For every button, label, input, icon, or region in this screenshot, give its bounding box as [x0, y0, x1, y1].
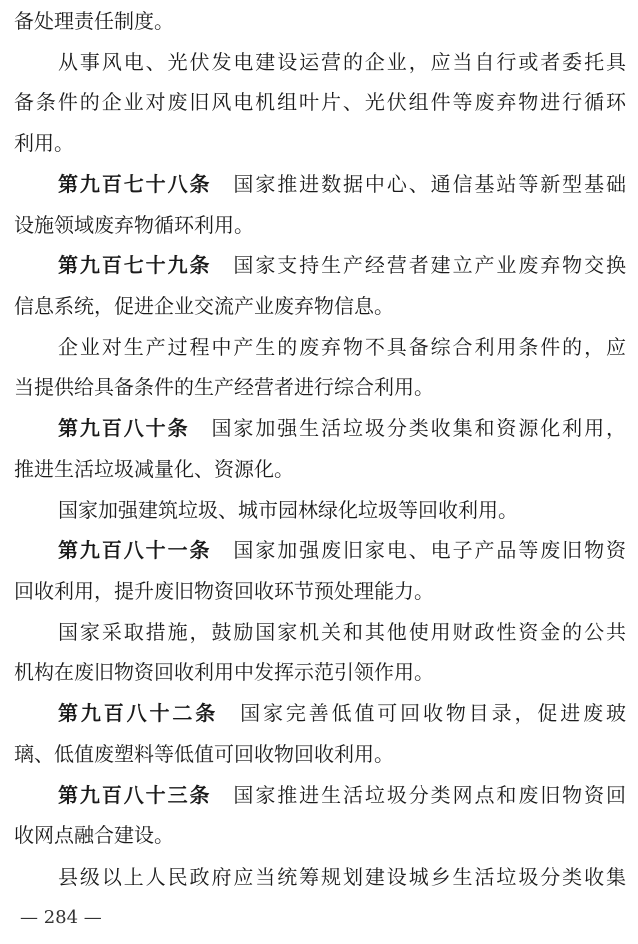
article-heading-line: [14, 776, 626, 814]
text-line: [14, 83, 626, 121]
article-number: 第九百八十二条: [58, 701, 219, 725]
text-line: [14, 613, 626, 651]
article-heading-line: [14, 531, 626, 569]
line-text: 企业对生产过程中产生的废弃物不具备综合利用条件的，应: [58, 335, 626, 359]
line-text: 机构在废旧物资回收利用中发挥示范引领作用。: [14, 660, 434, 684]
line-text: 国家推进生活垃圾分类网点和废旧物资回: [233, 783, 627, 807]
page-number: — 284 —: [20, 907, 102, 928]
line-text: 利用。: [14, 131, 74, 155]
text-line: [14, 816, 626, 854]
article-number: 第九百八十条: [58, 416, 190, 440]
text-line: [14, 491, 626, 529]
text-line: [14, 450, 626, 488]
article-number: 第九百八十三条: [58, 783, 212, 807]
line-text: 备条件的企业对废旧风电机组叶片、光伏组件等废弃物进行循环: [14, 90, 626, 114]
line-text: 国家加强建筑垃圾、城市园林绿化垃圾等回收利用。: [58, 498, 518, 522]
text-line: [14, 206, 626, 244]
line-text: 设施领域废弃物循环利用。: [14, 213, 254, 237]
text-line: [14, 572, 626, 610]
article-heading-line: [14, 694, 626, 732]
article-number: 第九百八十一条: [58, 538, 212, 562]
line-text: 璃、低值废塑料等低值可回收物回收利用。: [14, 742, 394, 766]
text-line: [14, 2, 626, 40]
line-text: 收网点融合建设。: [14, 823, 174, 847]
line-text: 当提供给具备条件的生产经营者进行综合利用。: [14, 375, 434, 399]
line-text: 国家完善低值可回收物目录，促进废玻: [240, 701, 627, 725]
article-number: 第九百七十八条: [58, 172, 212, 196]
article-heading-line: [14, 246, 626, 284]
article-heading-line: [14, 409, 626, 447]
text-line: [14, 328, 626, 366]
line-text: 推进生活垃圾减量化、资源化。: [14, 457, 294, 481]
article-heading-line: [14, 165, 626, 203]
line-text: 回收利用，提升废旧物资回收环节预处理能力。: [14, 579, 434, 603]
text-line: [14, 287, 626, 325]
line-text: 国家加强废旧家电、电子产品等废旧物资: [233, 538, 627, 562]
text-line: [14, 857, 626, 897]
line-text: 国家加强生活垃圾分类收集和资源化利用，: [211, 416, 626, 440]
text-line: [14, 124, 626, 162]
text-line: [14, 368, 626, 406]
text-line: [14, 735, 626, 773]
line-text: 信息系统，促进企业交流产业废弃物信息。: [14, 294, 394, 318]
line-text: 备处理责任制度。: [14, 9, 174, 33]
article-number: 第九百七十九条: [58, 253, 212, 277]
text-line: [14, 653, 626, 691]
line-text: 国家支持生产经营者建立产业废弃物交换: [233, 253, 627, 277]
text-line: [14, 43, 626, 81]
line-text: 国家采取措施，鼓励国家机关和其他使用财政性资金的公共: [58, 620, 626, 644]
line-text: 县级以上人民政府应当统筹规划建设城乡生活垃圾分类收集: [58, 865, 626, 889]
line-text: 国家推进数据中心、通信基站等新型基础: [233, 172, 627, 196]
line-text: 从事风电、光伏发电建设运营的企业，应当自行或者委托具: [58, 50, 626, 74]
